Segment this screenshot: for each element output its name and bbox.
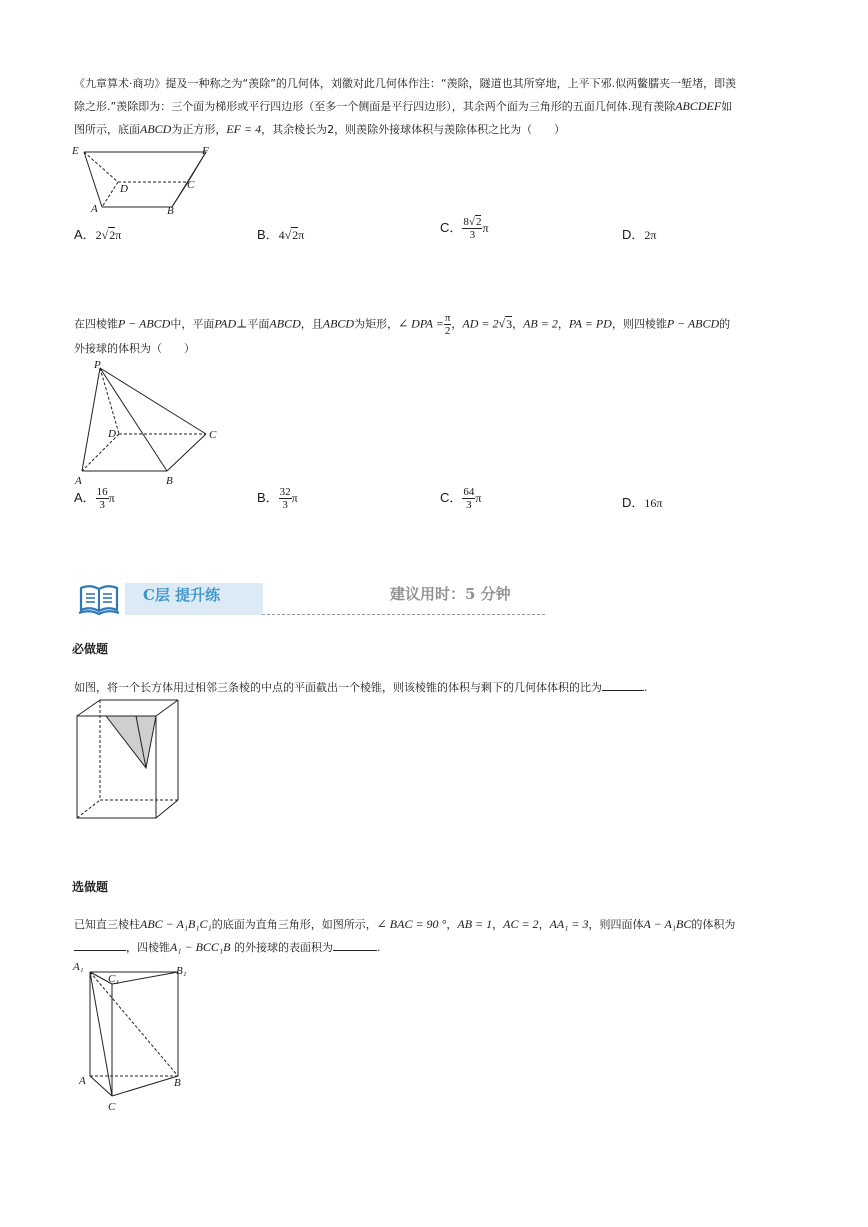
q2-label-b: B <box>166 475 173 487</box>
q2-label-c: C <box>209 429 217 441</box>
q2-option-c[interactable]: C． $\frac{64}{3}$ π <box>440 486 482 511</box>
optional-line-2: ，四棱锥A₁ − BCC₁B 的外接球的表面积为 . <box>74 936 804 959</box>
optional-heading: 选做题 <box>72 880 109 894</box>
must-do-question: 如图，将一个长方体用过相邻三条棱的中点的平面截出一个棱锥，则该棱锥的体积与剩下的几何体体积的比为 . <box>74 676 804 699</box>
q1-option-a[interactable]: A．2√2π <box>74 227 122 242</box>
suggested-time: 建议用时：5 分钟 <box>390 585 511 603</box>
section-title: C层 提升练 <box>143 586 221 604</box>
q1-line-2: 除之形.”羡除即为：三个面为梯形或平行四边形（至多一个侧面是平行四边形），其余两个面为三角形的五面几何体.现有羡除ABCDEF如 <box>74 99 733 113</box>
q2-line-2: 外接球的体积为（ ） <box>74 342 195 355</box>
q2-label-a: A <box>75 475 82 487</box>
optional-line-1: 已知直三棱柱ABC − A₁B₁C₁的底面为直角三角形，如图所示，∠ BAC = 90 °，AB = 1，AC = 2，AA₁ = 3，则四面体A − A₁BC的体积为 <box>74 917 736 931</box>
q1-option-d[interactable]: D．2π <box>622 227 657 242</box>
q1-figure-xianchu <box>68 140 228 220</box>
q2-figure-pyramid <box>72 358 232 488</box>
q1-label-a: A <box>91 203 98 215</box>
optional-label-b1: B₁ <box>176 965 187 977</box>
q2-label-p: P <box>94 359 101 371</box>
optional-label-c: C <box>108 1101 116 1113</box>
q2-option-d[interactable]: D．16π <box>622 495 663 510</box>
q1-label-e: E <box>72 145 79 157</box>
optional-question <box>74 913 804 959</box>
q2-label-d: D <box>108 428 116 440</box>
q1-option-b[interactable]: B．4√2π <box>257 227 305 242</box>
optional-label-b: B <box>174 1077 181 1089</box>
question-1-text <box>74 72 804 141</box>
q1-line-1: 《九章算术·商功》提及一种称之为“羡除”的几何体，刘徽对此几何体作注：“羡除，隧道也其所穿地，上平下邪.似两鳖臑夹一堑堵，即羡 <box>74 77 737 90</box>
q1-line-3: 图所示，底面ABCD为正方形，EF = 4，其余棱长为2，则羡除外接球体积与羡除体积之比为（ ） <box>74 122 566 136</box>
must-do-figure-cuboid <box>72 698 184 822</box>
optional-label-a1: A₁ <box>73 961 84 973</box>
q1-label-b: B <box>167 205 174 217</box>
q2-option-a[interactable]: A． $\frac{16}{3}$ π <box>74 486 115 511</box>
must-do-heading: 必做题 <box>72 642 109 656</box>
answer-blank[interactable] <box>602 678 644 691</box>
surface-area-answer-blank[interactable] <box>333 938 377 951</box>
q1-label-d: D <box>120 183 128 195</box>
optional-figure-prism <box>72 958 192 1120</box>
book-icon <box>78 582 120 618</box>
question-2-text <box>74 312 804 360</box>
volume-answer-blank[interactable] <box>74 938 126 951</box>
q2-line-1: 在四棱锥P − ABCD中，平面PAD⊥平面ABCD，且ABCD为矩形，∠ DPA = $\frac{\pi}{2}$ ，AD = 2√3，AB = 2，PA = PD，则四棱锥P − ABCD的 <box>74 312 731 337</box>
q1-label-f: F <box>202 145 209 157</box>
q2-option-b[interactable]: B． $\frac{32}{3}$ π <box>257 486 298 511</box>
optional-label-c1: C₁ <box>108 973 120 985</box>
banner-divider <box>262 614 545 615</box>
q1-option-c[interactable]: C． $\frac{8√2}{3}$ π <box>440 216 489 241</box>
optional-label-a: A <box>79 1075 86 1087</box>
q1-label-c: C <box>187 179 195 191</box>
